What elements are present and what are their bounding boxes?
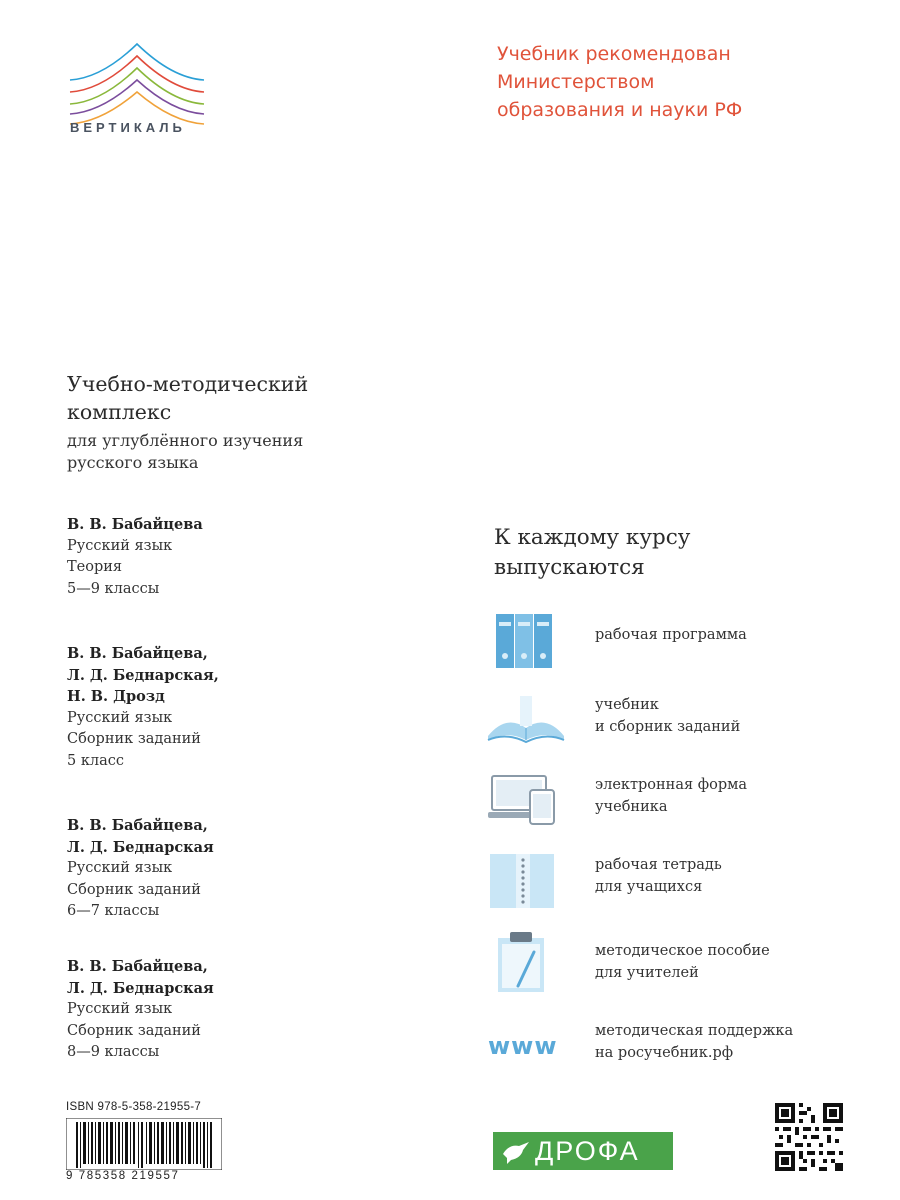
course-item-line: для учащихся [595, 879, 703, 895]
bird-icon [499, 1136, 533, 1166]
qr-code-icon [775, 1103, 843, 1171]
course-item [486, 772, 866, 836]
umk-title [67, 370, 308, 426]
book-line: Русский язык [67, 860, 173, 876]
recommendation-line: Учебник рекомендован [497, 43, 731, 65]
course-item-line: методическое пособие [595, 943, 770, 959]
publisher-logo [493, 1132, 673, 1170]
book-line: Сборник заданий [67, 1022, 201, 1039]
umk-subtitle [67, 430, 303, 474]
book-entry [67, 643, 219, 772]
book-line: Русский язык [67, 537, 173, 554]
book-line: 5—9 классы [67, 580, 160, 597]
recommendation-note [497, 40, 742, 124]
umk-title-line: комплекс [67, 400, 172, 424]
book-author: Л. Д. Беднарская [67, 979, 214, 997]
course-item-line: на росучебник.рф [595, 1045, 734, 1061]
course-item-line: методическая поддержка [595, 1023, 794, 1039]
course-item-line: учебник [595, 697, 659, 713]
book-author: В. В. Бабайцева, [67, 817, 208, 834]
umk-subtitle-line: для углублённого изучения [67, 431, 304, 450]
book-author: Н. В. Дрозд [67, 688, 165, 705]
book-author: В. В. Бабайцева, [67, 645, 208, 662]
course-item-line: для учителей [595, 965, 699, 981]
course-item [486, 692, 866, 756]
course-item-line: и сборник заданий [595, 719, 741, 735]
barcode-number: 9 785358 219557 [66, 1170, 180, 1182]
book-line: 8—9 классы [67, 1044, 160, 1060]
www-icon [486, 1012, 566, 1072]
book-entry [67, 815, 214, 923]
book-author: В. В. Бабайцева [67, 516, 203, 533]
book-line: 5 класс [67, 752, 124, 769]
umk-subtitle-line: русского языка [67, 453, 199, 472]
binders-icon [486, 612, 566, 672]
logo-text: ВЕРТИКАЛЬ [70, 120, 186, 135]
course-item [486, 612, 866, 676]
book-entry [67, 514, 203, 600]
book-line: Сборник заданий [67, 731, 201, 747]
open-book-icon [486, 692, 566, 752]
book-author: Л. Д. Беднарская, [67, 666, 219, 684]
book-line: Русский язык [67, 1001, 173, 1017]
umk-title-line: Учебно-методический [67, 372, 309, 396]
book-author: Л. Д. Беднарская [67, 838, 214, 856]
course-item-line: рабочая тетрадь [595, 857, 722, 873]
course-item [486, 1012, 866, 1076]
course-title-line: выпускаются [494, 555, 645, 580]
course-item-line: электронная форма [595, 777, 748, 793]
course-item-line: рабочая программа [595, 627, 747, 643]
book-line: Русский язык [67, 709, 173, 726]
isbn-text: ISBN 978-5-358-21955-7 [66, 1101, 202, 1113]
course-title [494, 523, 690, 583]
book-line: 6—7 классы [67, 903, 160, 919]
recommendation-line: Министерством [497, 71, 655, 93]
course-item-line: учебника [595, 799, 668, 815]
clipboard-icon [486, 932, 566, 992]
book-line: Теория [67, 559, 123, 575]
publisher-name: ДРОФА [535, 1136, 640, 1166]
devices-icon [486, 772, 566, 832]
course-item [486, 852, 866, 916]
book-author: В. В. Бабайцева, [67, 958, 208, 975]
course-title-line: К каждому курсу [494, 525, 691, 550]
course-item [486, 932, 866, 996]
book-entry [67, 956, 214, 1064]
notebook-icon [486, 852, 566, 912]
book-line: Сборник заданий [67, 881, 201, 898]
recommendation-line: образования и науки РФ [497, 99, 743, 121]
www-label: www [488, 1032, 558, 1060]
barcode-icon [66, 1118, 222, 1170]
